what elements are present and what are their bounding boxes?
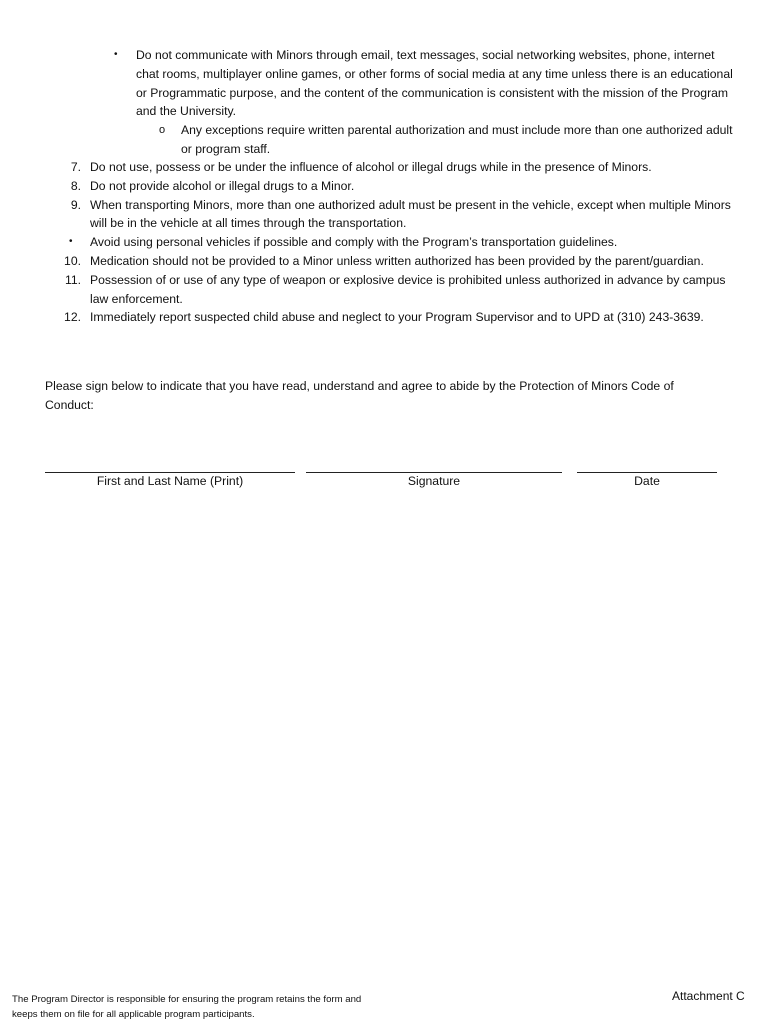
list-item <box>45 252 735 271</box>
bullet-icon: • <box>69 236 73 248</box>
list-number: 7. <box>70 160 81 174</box>
list-item <box>45 177 735 196</box>
transport-bullet <box>45 233 735 252</box>
bullet-text: Avoid using personal vehicles if possible and comply with the Program’s transportation guidelines. <box>90 235 618 250</box>
list-number: 11. <box>64 272 81 287</box>
list-number: 10. <box>64 253 81 268</box>
list-item <box>45 196 735 252</box>
code-of-conduct-list <box>45 158 735 327</box>
list-item-text: Possession of or use of any type of weapon or explosive device is prohibited unless authorized in advance by campus law enforcement. <box>90 272 726 306</box>
date-field-label: Date <box>634 474 660 488</box>
sub-bullet-text: Any exceptions require written parental authorization and must include more than one authorized adult or program staff. <box>181 123 733 156</box>
signature-line[interactable] <box>306 454 562 473</box>
signature-field-label: Signature <box>407 474 461 488</box>
name-signature-line[interactable] <box>45 454 295 473</box>
date-line[interactable] <box>577 454 717 473</box>
sub-bullet-item <box>159 121 734 159</box>
list-item <box>45 158 735 177</box>
list-item-text: Immediately report suspected child abuse and neglect to your Program Supervisor and to UPD at (310) 243-3639. <box>90 310 704 325</box>
hollow-bullet-icon: o <box>159 124 166 137</box>
list-item-text: Medication should not be provided to a Minor unless written authorized has been provided by the parent/guardian. <box>90 253 704 268</box>
communication-bullet <box>114 46 734 159</box>
list-item <box>45 271 735 309</box>
list-item-text: Do not use, possess or be under the influence of alcohol or illegal drugs while in the presence of Minors. <box>90 160 652 174</box>
list-item-text: Do not provide alcohol or illegal drugs to a Minor. <box>90 178 355 193</box>
footer-note: The Program Director is responsible for ensuring the program retains the form and keeps them on file for all applicable program participants. <box>12 994 362 1020</box>
list-item <box>45 308 735 327</box>
bullet-icon: • <box>114 49 118 60</box>
bullet-text: Do not communicate with Minors through email, text messages, social networking websites, phone, internet chat rooms, multiplayer online games, or other forms of social media at any time unless there is an educational or Programmatic purpose, and the content of the communication is consistent with the mission of the Program and the University. <box>136 48 733 119</box>
list-number: 12. <box>64 310 81 325</box>
list-item-text: When transporting Minors, more than one authorized adult must be present in the vehicle, except when multiple Minors will be in the vehicle at all times through the transportation. <box>90 197 731 231</box>
list-number: 8. <box>70 178 81 193</box>
bullet-item <box>114 46 734 121</box>
name-field-label: First and Last Name (Print) <box>96 474 244 488</box>
attachment-label: Attachment C <box>672 989 745 1003</box>
sign-instructions: Please sign below to indicate that you have read, understand and agree to abide by the Protection of Minors Code of Conduct: <box>45 379 674 412</box>
list-number: 9. <box>70 197 81 212</box>
